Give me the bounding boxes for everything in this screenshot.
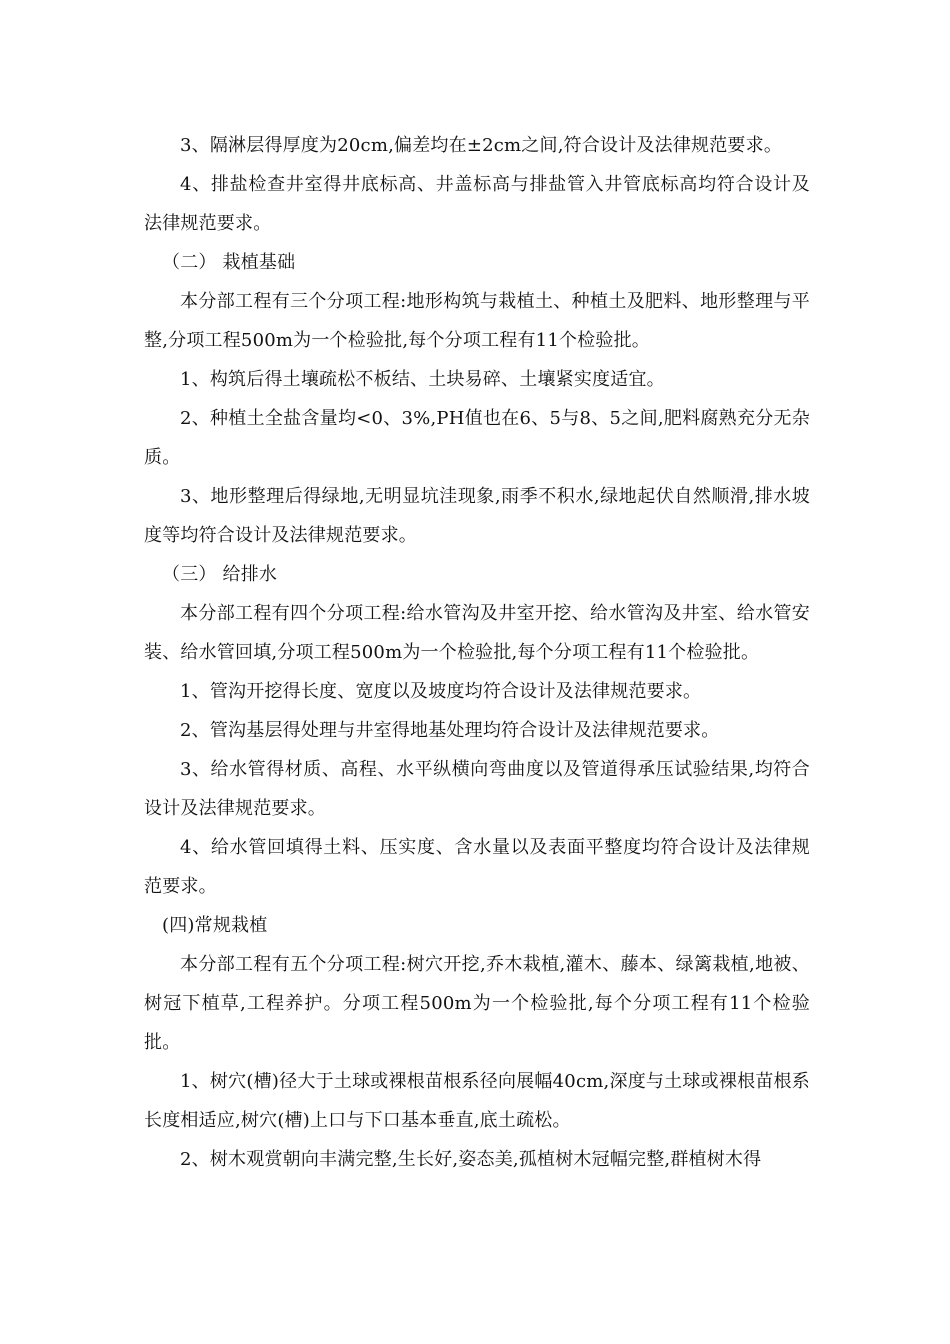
paragraph-item-1-trench: 1、管沟开挖得长度、宽度以及坡度均符合设计及法律规范要求。 bbox=[180, 681, 702, 702]
paragraph-item-3-pipe-material: 3、给水管得材质、高程、水平纵横向弯曲度以及管道得承压试验结果,均符合设计及法律规范要求。 bbox=[144, 759, 810, 819]
paragraph-item-1-soil: 1、构筑后得土壤疏松不板结、土块易碎、土壤紧实度适宜。 bbox=[180, 369, 665, 390]
paragraph-item-4-backfill: 4、给水管回填得土料、压实度、含水量以及表面平整度均符合设计及法律规范要求。 bbox=[144, 837, 810, 897]
paragraph-item-1-tree-pit: 1、树穴(槽)径大于土球或裸根苗根系径向展幅40cm,深度与土球或裸根苗根系长度相适应,树穴(槽)上口与下口基本垂直,底土疏松。 bbox=[144, 1071, 810, 1131]
paragraph-body-water-supply: 本分部工程有四个分项工程:给水管沟及井室开挖、给水管沟及井室、给水管安装、给水管回填,分项工程500m为一个检验批,每个分项工程有11个检验批。 bbox=[144, 603, 810, 663]
section-heading-regular-planting: (四)常规栽植 bbox=[162, 915, 268, 936]
paragraph-item-4-inspection-well: 4、排盐检查井室得井底标高、井盖标高与排盐管入井管底标高均符合设计及法律规范要求。 bbox=[144, 174, 810, 234]
paragraph-item-2-base-layer: 2、管沟基层得处理与井室得地基处理均符合设计及法律规范要求。 bbox=[180, 720, 720, 741]
paragraph-body-planting-foundation: 本分部工程有三个分项工程:地形构筑与栽植土、种植土及肥料、地形整理与平整,分项工程500m为一个检验批,每个分项工程有11个检验批。 bbox=[144, 291, 810, 351]
section-heading-planting-foundation: （二） 栽植基础 bbox=[162, 252, 296, 273]
paragraph-body-regular-planting: 本分部工程有五个分项工程:树穴开挖,乔木栽植,灌木、藤本、绿篱栽植,地被、树冠下植草,工程养护。分项工程500m为一个检验批,每个分项工程有11个检验批。 bbox=[144, 954, 810, 1053]
section-heading-water-supply: （三） 给排水 bbox=[162, 564, 278, 585]
paragraph-item-3-terrain: 3、地形整理后得绿地,无明显坑洼现象,雨季不积水,绿地起伏自然顺滑,排水坡度等均符合设计及法律规范要求。 bbox=[144, 486, 810, 546]
paragraph-item-2-tree-orientation: 2、树木观赏朝向丰满完整,生长好,姿态美,孤植树木冠幅完整,群植树木得 bbox=[180, 1149, 762, 1170]
document-page bbox=[144, 126, 810, 1179]
paragraph-item-2-salt-content: 2、种植土全盐含量均<0、3%,PH值也在6、5与8、5之间,肥料腐熟充分无杂质。 bbox=[144, 408, 810, 468]
paragraph-item-3-thickness: 3、隔淋层得厚度为20cm,偏差均在±2cm之间,符合设计及法律规范要求。 bbox=[180, 135, 783, 156]
